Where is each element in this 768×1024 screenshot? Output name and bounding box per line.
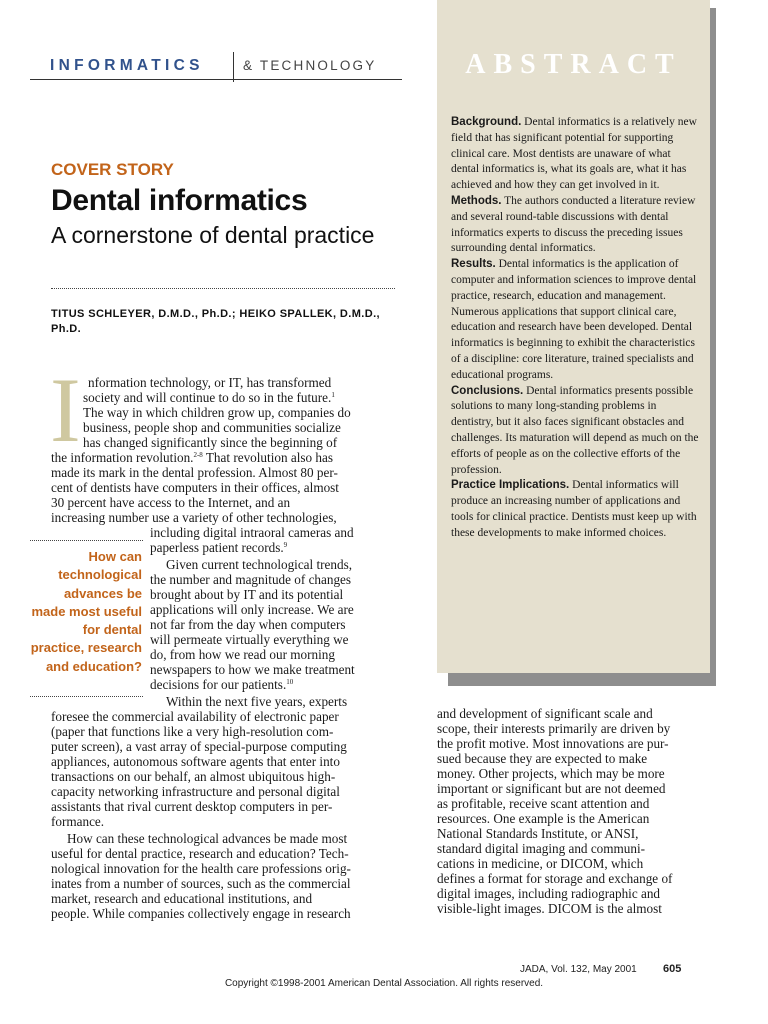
body-text-line: assistants that rival current desktop computers in per- (51, 799, 333, 814)
pull-quote: How can technological advances be made most useful for dental practice, research and education? (30, 549, 142, 674)
body-text-line: visible-light images. DICOM is the almost (437, 901, 662, 916)
abstract-paragraph-text: Dental informatics presents possible solutions to many long-standing problems in dentistry, but it also faces significant obstacles and challenges. Its maturation will depend as much on the efforts of people as on the collective efforts of the profession. (451, 384, 699, 476)
body-text-line: nformation technology, or IT, has transformed (88, 375, 332, 390)
body-text-line: puter screen), a vast array of special-purpose computing (51, 739, 347, 754)
body-text-line: scope, their interests primarily are driven by (437, 721, 671, 736)
body-text-line: How can these technological advances be made most (67, 831, 348, 846)
cover-story-kicker: COVER STORY (51, 160, 174, 179)
body-text-line: the information revolution.$^{2-8}$ That revolution also has (51, 450, 333, 465)
body-text-line: nological innovation for the health care professions orig- (51, 861, 351, 876)
abstract-heading: Results. (451, 258, 496, 271)
body-text-line: transactions on our behalf, an almost ubiquitous high- (51, 769, 336, 784)
abstract-paragraph (451, 384, 701, 479)
body-text-line: newspapers to how we make treatment (150, 662, 355, 677)
body-text-line: applications will only increase. We are (150, 602, 354, 617)
body-text-line: appliances, autonomous software agents that enter into (51, 754, 340, 769)
body-text-line: has changed significantly since the beginning of (83, 435, 338, 450)
body-text-line: people. While companies collectively engage in research (51, 906, 351, 921)
body-text-line: brought about by IT and its potential (150, 587, 344, 602)
body-text-line: 30 percent have access to the Internet, and an (51, 495, 291, 510)
body-text-line: cent of dentists have computers in their offices, almost (51, 480, 339, 495)
drop-cap: I (50, 359, 81, 461)
body-text-line: digital images, including radiographic and (437, 886, 661, 901)
pull-quote-rule-bottom (30, 696, 143, 697)
abstract-paragraph-text: The authors conducted a literature review and several round-table discussions with dental informatics experts to discuss the preceding issues surrounding dental informatics. (451, 194, 696, 255)
abstract-text (451, 115, 701, 542)
body-text-line: capacity networking infrastructure and personal digital (51, 784, 340, 799)
body-text-line: including digital intraoral cameras and (150, 525, 354, 540)
abstract-paragraph-text: Dental informatics is a relatively new field that has significant potential for supporting clinical care. Most dentists are unaware of what dental informatics is, what its goals are, what it has achieved and how they can get involved in it. (451, 116, 697, 192)
header-divider (233, 52, 234, 82)
body-text-line: foresee the commercial availability of electronic paper (51, 709, 339, 724)
body-text-line: money. Other projects, which may be more (437, 766, 665, 781)
abstract-title: ABSTRACT (465, 49, 682, 80)
body-text-line: as profitable, receive scant attention and (437, 796, 650, 811)
body-text-line: business, people shop and communities socialize (83, 420, 341, 435)
body-text-line: standard digital imaging and communi- (437, 841, 646, 856)
body-text-line: Given current technological trends, (166, 557, 353, 572)
body-text-line: do, from how we read our morning (150, 647, 335, 662)
pull-quote-rule-top (30, 540, 143, 541)
body-text-line: The way in which children grow up, companies do (83, 405, 351, 420)
section-label: INFORMATICS (50, 57, 204, 74)
article-title: Dental informatics (51, 184, 308, 217)
abstract-paragraph-text: Dental informatics is the application of computer and information sciences to improve dental practice, research, education and management. Numerous applications that support clinical care, education and research have been developed. Dental informatics is beginning to exhibit the characteristics of a discipline: core literature, trained specialists and educational programs. (451, 258, 697, 381)
abstract-paragraph (451, 478, 701, 541)
body-text-line: decisions for our patients.$^{10}$ (150, 677, 294, 692)
body-text-line: National Standards Institute, or ANSI, (437, 826, 639, 841)
body-text-line: useful for dental practice, research and education? Tech- (51, 846, 349, 861)
abstract-paragraph (451, 115, 701, 194)
abstract-heading: Background. (451, 116, 522, 128)
body-text-line: market, research and educational institutions, and (51, 891, 313, 906)
article-subtitle: A cornerstone of dental practice (51, 222, 375, 248)
body-text-line: society and will continue to do so in the future.$^1$ (83, 390, 335, 405)
title-rule (51, 288, 395, 289)
body-text-line: the number and magnitude of changes (150, 572, 352, 587)
body-text-line: defines a format for storage and exchange of (437, 871, 673, 886)
body-text-line: (paper that functions like a very high-resolution com- (51, 724, 334, 739)
body-text-line: will permeate virtually everything we (150, 632, 349, 647)
body-text-line: increasing number use a variety of other technologies, (51, 510, 337, 525)
abstract-paragraph (451, 194, 701, 257)
page-number: 605 (663, 963, 682, 975)
header-rule (30, 79, 402, 80)
abstract-heading: Conclusions. (451, 384, 524, 397)
abstract-paragraph (451, 257, 701, 383)
body-text-line: formance. (51, 814, 105, 829)
body-text-line: made its mark in the dental profession. Almost 80 per- (51, 465, 338, 480)
copyright-notice: Copyright ©1998-2001 American Dental Association. All rights reserved. (224, 978, 544, 989)
body-text-line: inates from a number of sources, such as the commercial (51, 876, 351, 891)
body-text-line: the profit motive. Most innovations are pur- (437, 736, 669, 751)
abstract-paragraph-text: Dental informatics will produce an increasing number of applications and tools for clinical practice. Dentists must keep up with these developments to make informed choices. (451, 479, 697, 539)
body-text-line: sued because they are expected to make (437, 751, 648, 766)
body-text-line: cations in medicine, or DICOM, which (437, 856, 644, 871)
body-text-line: important or significant but are not deemed (437, 781, 666, 796)
body-text-line: and development of significant scale and (437, 706, 653, 721)
section-sublabel: & TECHNOLOGY (243, 58, 377, 73)
body-text-line: Within the next five years, experts (166, 694, 348, 709)
abstract-heading: Practice Implications. (451, 479, 570, 492)
abstract-heading: Methods. (451, 194, 502, 207)
journal-citation: JADA, Vol. 132, May 2001 (520, 964, 637, 975)
body-text-line: paperless patient records.$^9$ (150, 540, 288, 555)
body-text-line: not far from the day when computers (150, 617, 346, 632)
body-text-line: resources. One example is the American (437, 811, 650, 826)
article-authors: TITUS SCHLEYER, D.M.D., Ph.D.; HEIKO SPALLEK, D.M.D., Ph.D. (51, 308, 381, 335)
